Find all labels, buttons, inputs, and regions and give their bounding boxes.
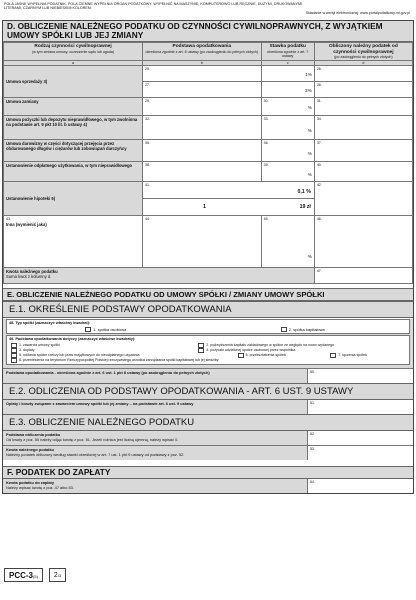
field-33[interactable]: 33. %: [261, 116, 314, 140]
row-label-hipoteka: Ustanowienie hipoteki 5): [4, 182, 143, 216]
typ-osobowa-checkbox[interactable]: 1. spółka osobowa: [85, 327, 126, 332]
podstawa-opt-8[interactable]: 8. przeniesienia na terytorium Rzeczypospolitej Polskiej rzeczywistego ośrodka zarządzania spółki kapitałowej lub jej siedziby: [11, 358, 399, 363]
podstawa-row-label: Podstawa opodatkowania - określona zgodnie z art. 6 ust. 1 pkt 8 ustawy (po zaokrągleniu do pełnych złotych): [3, 369, 307, 383]
col-letter-b: b: [143, 61, 262, 66]
f-row-label: Kwota podatku do zapłaty Należy wpisać kwotę z poz. 47 albo 53.: [3, 479, 307, 493]
podstawa-opt-1[interactable]: 1. zawarcia umowy spółki: [11, 343, 192, 348]
col-header-a: Rodzaj czynności cywilnoprawnej (w tym zmiana umowy, oczeczenie sądu lub ugoda): [4, 43, 143, 61]
col-letter-a: a: [4, 61, 143, 66]
section-d-table: [3, 42, 413, 284]
field-47[interactable]: 47.: [314, 268, 412, 284]
col-header-b: Podstawa opodatkowania określona zgodnie z art. 6 ustawy (po zaokrągleniu do pełnych złotych): [143, 43, 262, 61]
field-25[interactable]: 25.: [143, 66, 262, 82]
field-37[interactable]: 37.: [314, 140, 412, 162]
page-number: 2/3: [49, 568, 66, 582]
col-header-d: Obliczony należny podatek od czynności cywilnoprawnej (po zaokrągleniu do pełnych złotych): [314, 43, 412, 61]
form-code: PCC-3(5): [4, 568, 43, 582]
field-30[interactable]: 30. %: [261, 98, 314, 116]
tax-form: [2, 20, 414, 494]
col-letter-c: c: [261, 61, 314, 66]
section-e1-title: E.1. OKREŚLENIE PODSTAWY OPODATKOWANIA: [3, 301, 413, 318]
podstawa-opt-6[interactable]: 6. przekształcenia spółek: [238, 353, 325, 358]
field-42[interactable]: 42.: [314, 182, 412, 216]
typ-kapitalowa-checkbox[interactable]: 2. spółka kapitałowa: [281, 327, 325, 332]
field-35[interactable]: 35.: [143, 140, 262, 162]
row-label-sprzedaz: Umowa sprzedaży 3): [4, 66, 143, 98]
header-right-note: Składanie w wersji elektronicznej: www.portalpodatkowy.mf.gov.pl: [305, 11, 410, 15]
field-32[interactable]: 32.: [143, 116, 262, 140]
col-header-c: Stawka podatku określona zgodnie z art. 7 ustawy: [261, 43, 314, 61]
section-e2-title: E.2. ODLICZENIA OD PODSTAWY OPODATKOWANIA - ART. 6 UST. 9 USTAWY: [3, 383, 413, 400]
field-50[interactable]: 50.: [307, 369, 413, 383]
e2-row-label: Opłaty i koszty związane z zawarciem umowy spółki lub jej zmiany – na podstawie art. 6 ust. 9 ustawy: [3, 400, 307, 414]
col-letter-d: d: [314, 61, 412, 66]
typ-spolki-box: [6, 319, 410, 334]
field-51[interactable]: 51.: [307, 400, 413, 414]
e3-row-1-label: Podstawa obliczenia podatku Od kwoty z poz. 50 należy odjąć kwotę z poz. 51. Jeżeli różnica jest liczbą ujemną, należy wpisać 0.: [3, 431, 307, 445]
row-label-pozyczka: Umowa pożyczki lub depozytu nieprawidłowego, w tym zwolniona na podstawie art. 9 pkt 10 lit. b ustawy 4): [4, 116, 143, 140]
field-52[interactable]: 52.: [307, 431, 413, 445]
section-f-title: F. PODATEK DO ZAPŁATY: [3, 466, 413, 479]
e3-row-2-label: Kwota należnego podatku Należny podatek obliczony według stawki określonej w art. 7 ust. 1 pkt 9 ustawy od podstawy z poz. 52.: [3, 446, 307, 460]
field-26[interactable]: 26.: [314, 66, 412, 82]
header-note: POLA JASNE WYPEŁNIA PODATNIK, POLA CIEMNE WYPEŁNIA ORGAN PODATKOWY. WYPEŁNIĆ NA MASZYNIE, KOMPUTEROWO LUB RĘCZNIE, DUŻYMI, DRUKOWANYMI LITERAMI, CZARNYM LUB NIEBIESKIM KOLOREM.: [4, 2, 303, 11]
field-45[interactable]: 45. %: [261, 216, 314, 268]
row-label-darowizna: Umowa darowizny w części dotyczącej przejęcia przez obdarowanego długów i ciężarów lub zobowiązań darczyńcy: [4, 140, 143, 162]
field-41[interactable]: 41. 0,1 % 1 19 zł: [143, 182, 315, 216]
field-53[interactable]: 53.: [307, 446, 413, 460]
row-label-zamiana: Umowa zamiany: [4, 98, 143, 116]
podstawa-opt-2[interactable]: 2. podwyższenia kapitału zakładowego w spółce ze względu na nowo wydanego: [198, 343, 395, 348]
field-39[interactable]: 39. %: [261, 162, 314, 182]
field-28[interactable]: 28.: [314, 82, 412, 98]
page-footer: [4, 568, 66, 582]
field-43[interactable]: 43. Inna (wymienić jaka): [4, 216, 143, 268]
field-27[interactable]: 27.: [143, 82, 262, 98]
field-40[interactable]: 40.: [314, 162, 412, 182]
podstawa-opt-5[interactable]: 5. oddania spółce rzeczy lub praw majątkowych do nieodpłatnego używania: [11, 353, 232, 358]
podstawa-label: 49. Podstawa opodatkowania dotyczy (zaznaczyć właściwe kwadraty):: [9, 337, 136, 342]
total-label: Kwota należnego podatku Suma kwot z kolumny d.: [4, 268, 315, 284]
field-54[interactable]: 54.: [307, 479, 413, 493]
podstawa-opt-4[interactable]: 4. pożyczki udzielonej spółce osobowej przez wspólnika: [198, 348, 395, 353]
rate-1pct: 1%: [261, 66, 314, 82]
field-34[interactable]: 34.: [314, 116, 412, 140]
podstawa-box: [6, 335, 410, 365]
field-36[interactable]: 36. %: [261, 140, 314, 162]
typ-spolki-label: 48. Typ spółki (zaznaczyć właściwy kwadrat):: [9, 321, 91, 326]
hipoteka-value: 1: [203, 204, 206, 211]
field-46[interactable]: 46.: [314, 216, 412, 268]
podstawa-opt-7[interactable]: 7. łączenia spółek: [330, 353, 393, 358]
section-d-title: D. OBLICZENIE NALEŻNEGO PODATKU OD CZYNNOŚCI CYWILNOPRAWNYCH, Z WYJĄTKIEM UMOWY SPÓŁKI LUB JEJ ZMIANY: [3, 21, 413, 42]
rate-2pct: 2%: [261, 82, 314, 98]
field-29[interactable]: 29.: [143, 98, 262, 116]
field-31[interactable]: 31.: [314, 98, 412, 116]
row-label-uzytkowanie: Ustanowienie odpłatnego użytkowania, w tym nieprawidłowego: [4, 162, 143, 182]
section-e3-title: E.3. OBLICZENIE NALEŻNEGO PODATKU: [3, 414, 413, 431]
field-38[interactable]: 38.: [143, 162, 262, 182]
hipoteka-fixed-rate: 19 zł: [299, 204, 311, 211]
field-44[interactable]: 44.: [143, 216, 262, 268]
podstawa-opt-3[interactable]: 3. dopłaty: [11, 348, 192, 353]
section-e-title: E. OBLICZENIE NALEŻNEGO PODATKU OD UMOWY SPÓŁKI / ZMIANY UMOWY SPÓŁKI: [3, 288, 413, 301]
